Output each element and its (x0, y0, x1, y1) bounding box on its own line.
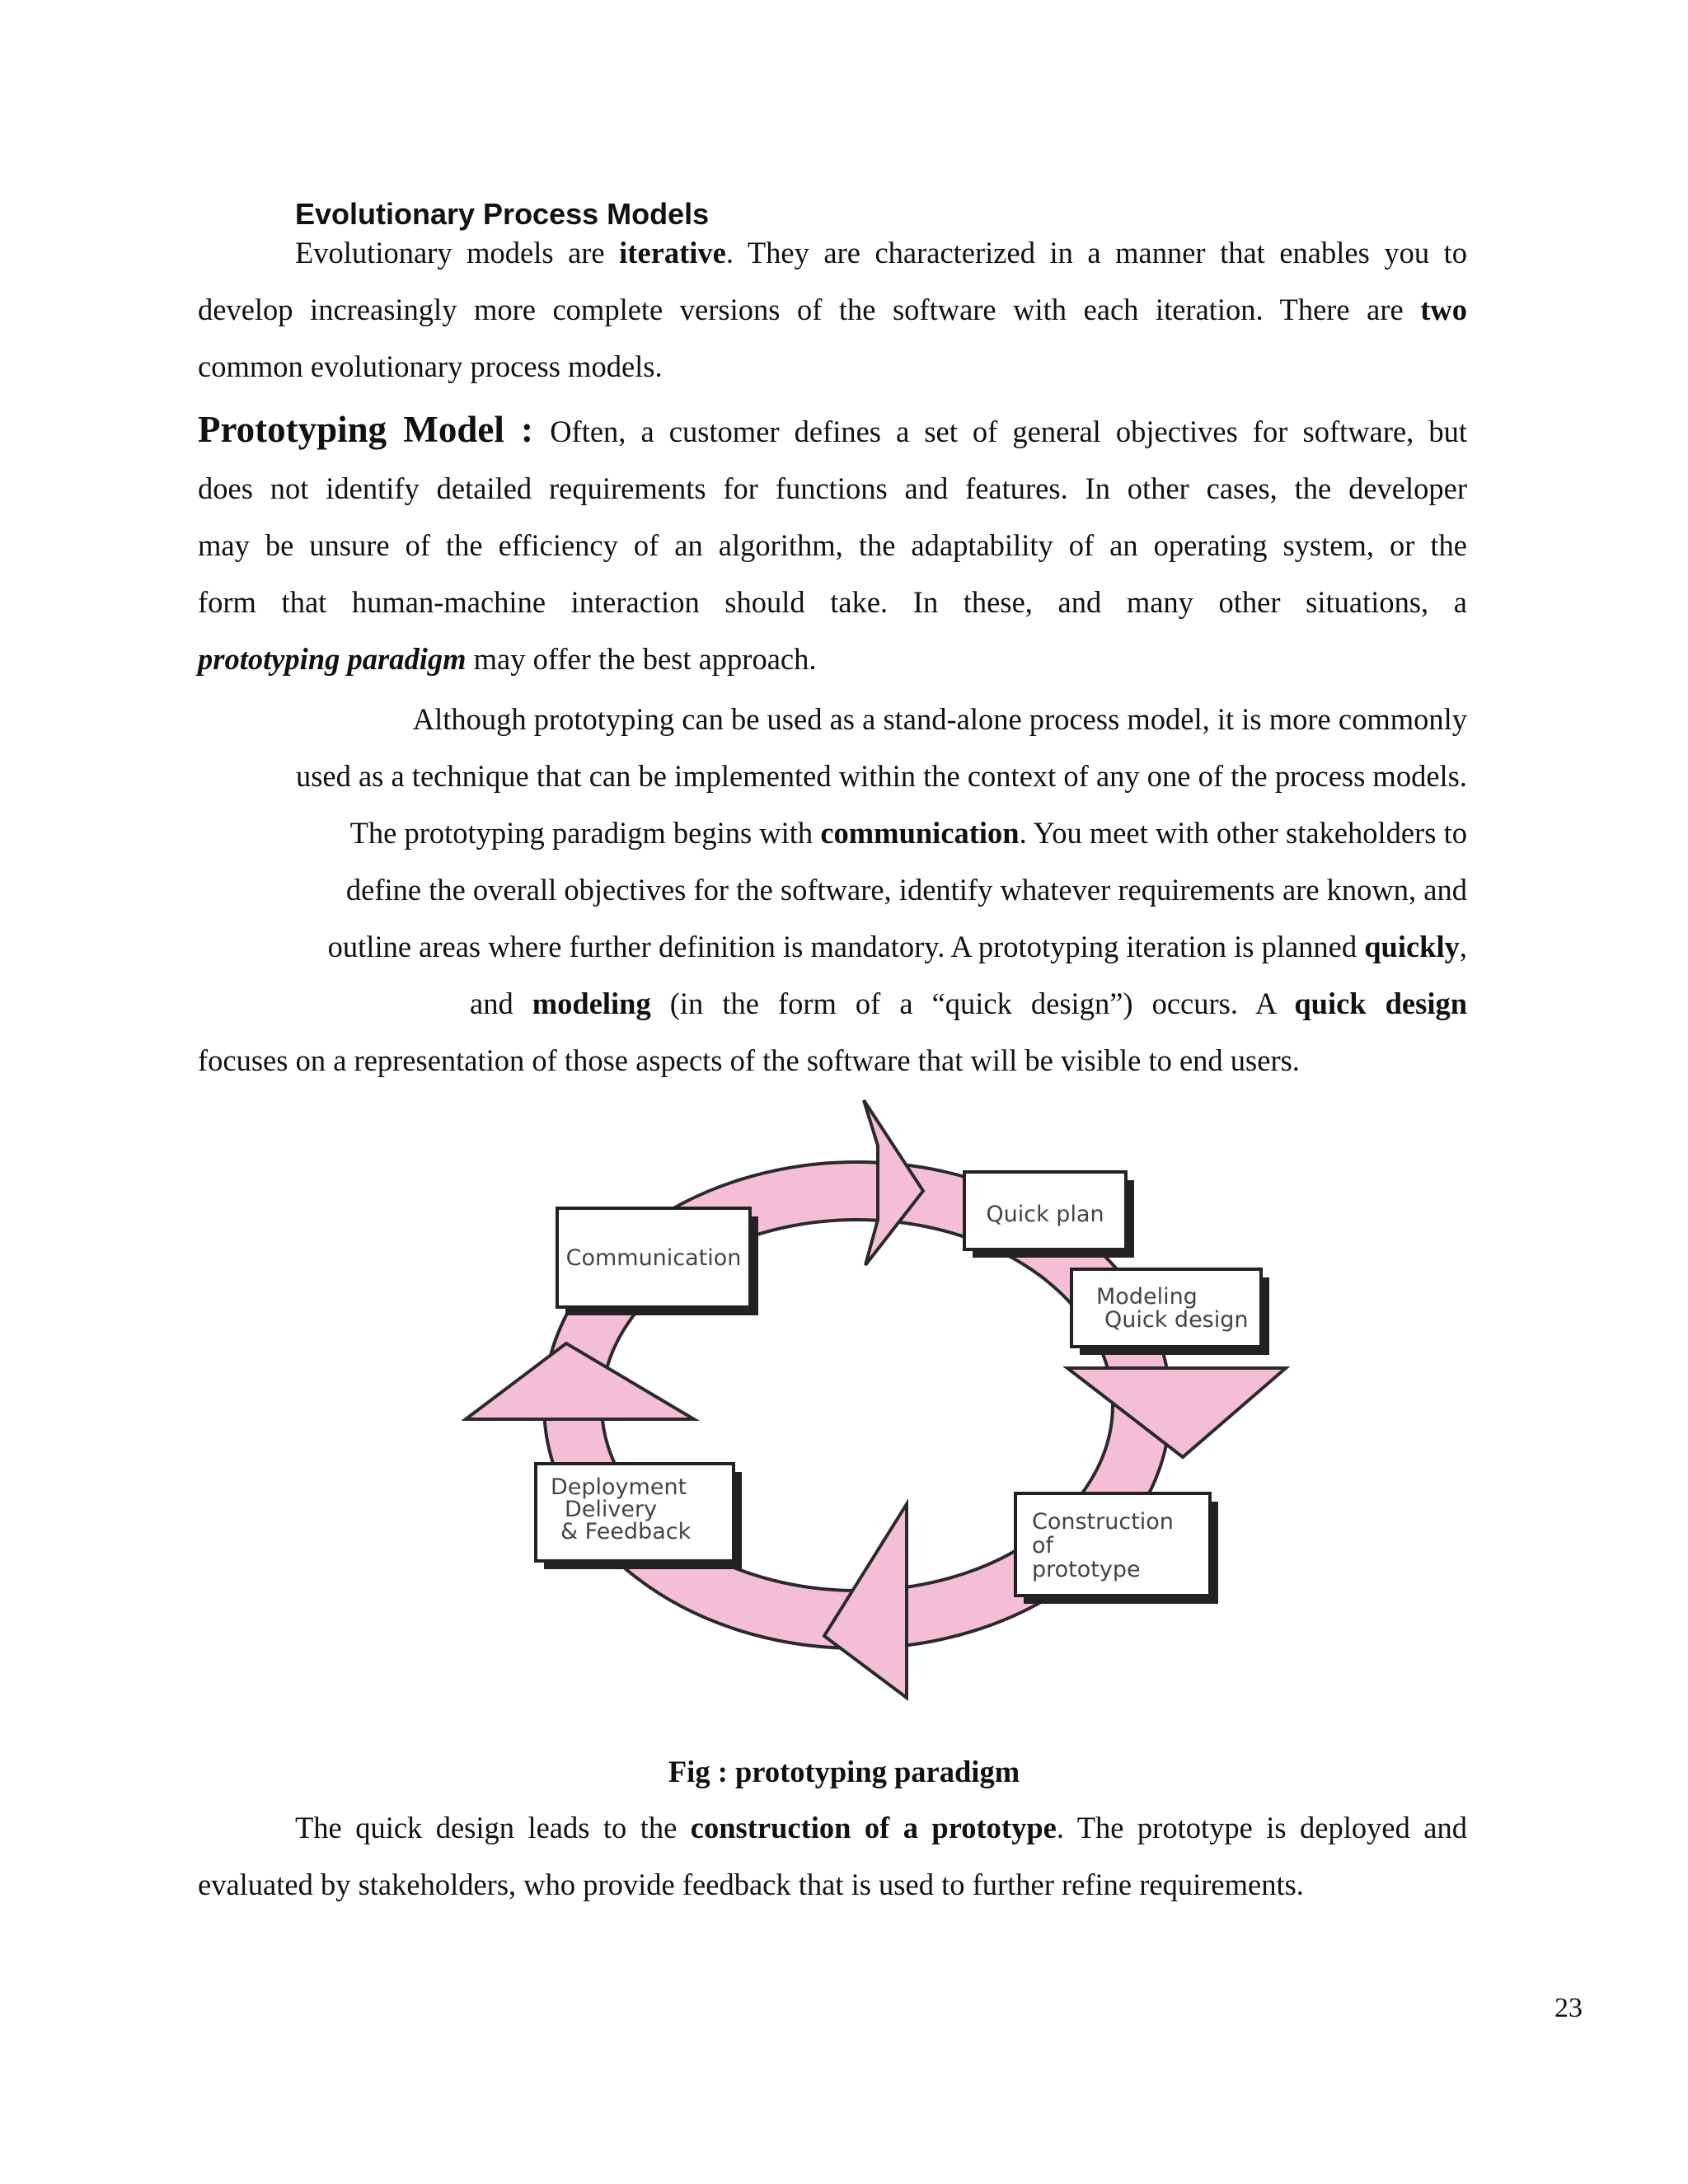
page-number: 23 (1554, 1993, 1582, 2023)
text-run: (in the form of a “quick design”) occurs. A (650, 987, 1295, 1020)
prototyping-paragraph (198, 399, 1467, 687)
quick-design-label: Quick design (1104, 1307, 1249, 1333)
bold-term-two: two (1420, 293, 1467, 326)
text-run: outline areas where further definition is mandatory. A prototyping iteration is planned (327, 930, 1365, 963)
communication-box (557, 1208, 758, 1315)
text-run: used as a technique that can be implemented within the context of any one of the process models. (295, 759, 1467, 793)
construction-label: Construction (1032, 1509, 1174, 1535)
quick-plan-label: Quick plan (986, 1202, 1104, 1227)
prototype-label: prototype (1032, 1557, 1141, 1582)
text-line (198, 975, 1467, 1032)
communication-label: Communication (565, 1245, 742, 1271)
feedback-label: & Feedback (560, 1519, 692, 1544)
text-run: The prototyping paradigm begins with (349, 816, 821, 850)
text-run: focuses on a representation of those aspects of the software that will be visible to end users. (198, 1043, 1300, 1077)
bold-term-communication: communication (820, 816, 1020, 850)
bold-term-construction: construction of a prototype (690, 1811, 1057, 1844)
text-line (198, 630, 1467, 687)
text-run: . The prototype is deployed and (1056, 1811, 1467, 1844)
text-run: and (470, 987, 532, 1020)
text-line (198, 748, 1467, 804)
bold-italic-term: prototyping paradigm (198, 642, 467, 676)
text-line (198, 281, 1467, 338)
text-run: Often, a customer defines a set of general objectives for software, but (550, 415, 1468, 448)
text-run: Although prototyping can be used as a stand-alone process model, it is more commonly (412, 702, 1467, 736)
text-run: , (1459, 930, 1467, 963)
text-line (198, 1799, 1467, 1856)
text-line (198, 691, 1467, 748)
construction-box (1015, 1493, 1218, 1604)
quick-plan-box (964, 1172, 1134, 1258)
text-run: . They are characterized in a manner that enables you to (725, 236, 1467, 269)
paragraph-2 (198, 691, 1467, 1089)
modeling-label: Modeling (1096, 1284, 1198, 1310)
text-line (198, 224, 1467, 281)
bold-term-quickly: quickly (1364, 930, 1460, 963)
prototyping-model-title: Prototyping Model : (198, 409, 551, 450)
text-line (198, 1032, 1467, 1089)
text-run: may offer the best approach. (466, 642, 817, 676)
text-run: Evolutionary models are (295, 236, 620, 269)
figure-caption: Fig : prototyping paradigm (668, 1755, 1020, 1788)
text-run: form that human-machine interaction should take. In these, and many other situations, a (198, 585, 1467, 619)
deployment-label: Deployment (551, 1474, 687, 1500)
text-run: The quick design leads to the (295, 1811, 691, 1844)
of-label: of (1032, 1533, 1054, 1558)
text-line (198, 1856, 1467, 1913)
text-line (198, 517, 1467, 574)
text-run: . You meet with other stakeholders to (1019, 816, 1467, 850)
text-run: does not identify detailed requirements for functions and features. In other cases, the developer (198, 471, 1467, 505)
text-line (198, 460, 1467, 517)
delivery-label: Delivery (565, 1497, 658, 1522)
prototyping-cycle-diagram (462, 1096, 1319, 1722)
text-run: define the overall objectives for the software, identify whatever requirements are known, and (345, 873, 1467, 907)
text-run: common evolutionary process models. (198, 349, 663, 383)
text-line (198, 804, 1467, 861)
bold-term-quick-design: quick design (1294, 987, 1468, 1020)
modeling-box (1071, 1269, 1269, 1355)
section-heading: Evolutionary Process Models (295, 197, 710, 231)
bold-term-iterative: iterative (619, 236, 726, 269)
text-line (198, 861, 1467, 918)
text-run: develop increasingly more complete versions of the software with each iteration. There are (198, 293, 1421, 326)
bold-term-modeling: modeling (532, 987, 651, 1020)
text-line (198, 399, 1467, 460)
deployment-box (536, 1464, 742, 1569)
text-run: evaluated by stakeholders, who provide feedback that is used to further refine requirements. (198, 1868, 1304, 1901)
intro-paragraph (198, 224, 1467, 395)
text-run: may be unsure of the efficiency of an algorithm, the adaptability of an operating system, or the (198, 528, 1467, 562)
text-line (198, 918, 1467, 975)
closing-paragraph (198, 1799, 1467, 1913)
text-line (198, 338, 1467, 395)
text-line (198, 574, 1467, 630)
